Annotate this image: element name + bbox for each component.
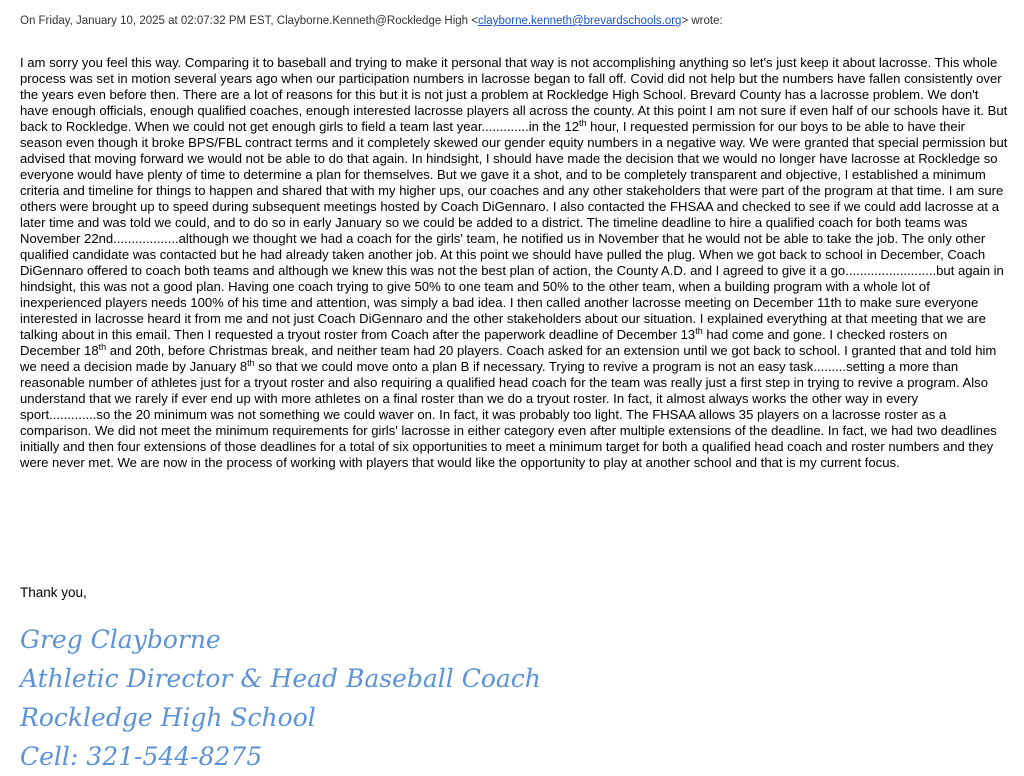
quote-header-suffix: > wrote: [681,15,723,27]
signature-title: Athletic Director & Head Baseball Coach [20,664,541,693]
body-text-segment: and 20th, before Christmas break, and neither team had 20 players. Coach asked for an extension until we got back to school. I granted that and told him we need a decision made by January 8 [20,343,997,374]
email-signature [20,620,541,776]
sender-email-link[interactable]: clayborne.kenneth@brevardschools.org [478,15,682,27]
email-body [20,55,1010,471]
body-text-segment: so that we could move onto a plan B if necessary. Trying to revive a program is not an easy task.........setting a more than reasonable number of athletes just for a tryout roster and also requiring a qualified head coach for the team was really just a first step in trying to revive a program. Also understand that we rarely if ever end up with more athletes on a final roster than we do a tryout roster. In fact, it almost always works the other way in every sport.............so the 20 minimum was not something we could waver on. In fact, it was probably too light. The FHSAA allows 35 players on a lacrosse roster as a comparison. We did not meet the minimum requirements for girls' lacrosse in either category even after multiple extensions of the deadline. In fact, we had two deadlines initially and then four extensions of those deadlines for a total of six opportunities to meet a minimum target for both a qualified head coach and roster numbers and they were never met. We are now in the process of working with players that would like the opportunity to play at another school and that is my current focus. [20,359,997,470]
ordinal-suffix: th [98,342,107,352]
signature-name: Greg Clayborne [20,625,221,654]
signature-school: Rockledge High School [20,703,316,732]
ordinal-suffix: th [578,118,587,128]
email-body-paragraph [20,55,1010,471]
signature-cell: Cell: 321-544-8275 [20,742,263,771]
body-text-segment: I am sorry you feel this way. Comparing it to baseball and trying to make it personal that way is not accomplishing anything so let's just keep it about lacrosse. This whole process was set in motion several years ago when our participation numbers in lacrosse began to fall off. Covid did not help but the numbers have fallen consistently over the years even before then. There are a lot of reasons for this but it is not just a problem at Rockledge High School. Brevard County has a lacrosse problem. We don't have enough officials, enough qualified coaches, enough interested lacrosse players all across the county. At this point I am not sure if even half of our schools have it. But back to Rockledge. When we could not get enough girls to field a team last year.............in the 12 [20,55,1008,134]
ordinal-suffix: th [695,326,703,336]
ordinal-suffix: th [247,358,255,368]
closing-line: Thank you, [20,585,87,600]
body-text-segment: hour, I requested permission for our boys to be able to have their season even though it broke BPS/FBL contract terms and it completely skewed our gender equity numbers in a negative way. We were granted that special permission but advised that moving forward we would not be able to do that again. In hindsight, I should have made the decision that we would no longer have lacrosse at Rockledge so everyone would have plenty of time to determine a plan for themselves. But we gave it a shot, and to be completely transparent and objective, I established a minimum criteria and timeline for things to happen and shared that with my higher ups, our coaches and any other stakeholders that were part of the program at that time. I am sure others were brought up to speed during subsequent meetings hosted by Coach DiGennaro. I also contacted the FHSAA and checked to see if we could add lacrosse at a later time and was told we could, and to do so in early January so we could be added to a district. The timeline deadline to hire a qualified coach for both teams was November 22nd..................although we thought we had a coach for the girls' team, he notified us in November that he would not be able to take the job. The only other qualified candidate was contacted but he had already taken another job. At this point we should have pulled the plug. When we got back to school in December, Coach DiGennaro offered to coach both teams and although we knew this was not the best plan of action, the County A.D. and I agreed to give it a go.........................but again in hindsight, this was not a good plan. Having one coach trying to give 50% to one team and 50% to the other team, when a building program with a whole lot of inexperienced players needs 100% of his time and attention, was simply a bad idea. I then called another lacrosse meeting on December 11th to make sure everyone interested in lacrosse heard it from me and not just Coach DiGennaro and the other stakeholders about our situation. I explained everything at that meeting that we are talking about in this email. Then I requested a tryout roster from Coach after the paperwork deadline of December 13 [20,119,1008,342]
quote-header-prefix: On Friday, January 10, 2025 at 02:07:32 PM EST, Clayborne.Kenneth@Rockledge High < [20,15,478,27]
body-text-segment: had come and gone. I checked rosters on December 18 [20,327,948,358]
email-quote-header [20,13,723,29]
